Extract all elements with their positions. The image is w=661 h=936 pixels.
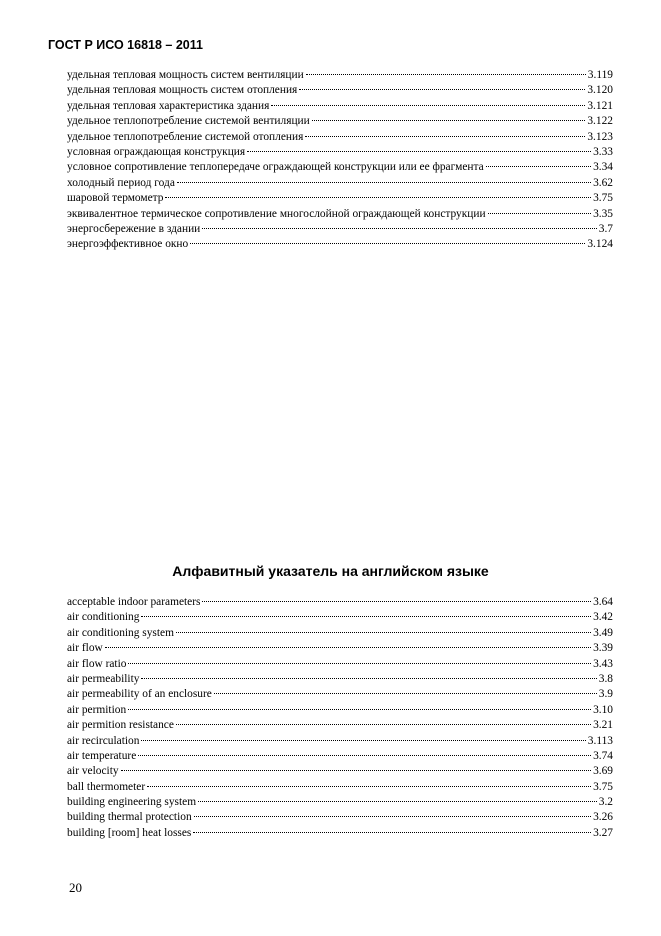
index-reference: 3.7 bbox=[598, 222, 613, 235]
index-reference: 3.62 bbox=[593, 176, 613, 189]
index-term: air permeability of an enclosure bbox=[67, 688, 212, 701]
index-term: удельная тепловая мощность систем отопления bbox=[67, 84, 298, 97]
index-entry bbox=[67, 160, 613, 175]
dot-leader bbox=[299, 89, 585, 90]
dot-leader bbox=[176, 632, 591, 633]
index-reference: 3.43 bbox=[593, 657, 613, 670]
index-entry bbox=[67, 114, 613, 129]
index-entry bbox=[67, 99, 613, 114]
index-reference: 3.124 bbox=[587, 238, 613, 251]
index-entry bbox=[67, 237, 613, 252]
dot-leader bbox=[202, 601, 591, 602]
index-term: building [room] heat losses bbox=[67, 826, 192, 839]
index-reference: 3.75 bbox=[593, 192, 613, 205]
index-entry bbox=[67, 68, 613, 83]
index-reference: 3.33 bbox=[593, 145, 613, 158]
index-reference: 3.27 bbox=[593, 826, 613, 839]
index-term: энергоэффективное окно bbox=[67, 238, 189, 251]
dot-leader bbox=[305, 136, 585, 137]
index-reference: 3.122 bbox=[587, 115, 613, 128]
dot-leader bbox=[176, 724, 591, 725]
index-entry bbox=[67, 826, 613, 841]
index-term: удельная тепловая мощность систем вентиляции bbox=[67, 69, 304, 81]
index-entry bbox=[67, 595, 613, 610]
index-term: air recirculation bbox=[67, 734, 140, 747]
document-code-header: ГОСТ Р ИСО 16818 – 2011 bbox=[48, 38, 203, 52]
dot-leader bbox=[165, 197, 591, 198]
index-term: удельная тепловая характеристика здания bbox=[67, 99, 270, 112]
index-entry bbox=[67, 795, 613, 810]
index-term: air flow bbox=[67, 642, 103, 655]
dot-leader bbox=[128, 709, 591, 710]
index-term: условная ограждающая конструкция bbox=[67, 145, 246, 158]
index-entry bbox=[67, 780, 613, 795]
dot-leader bbox=[105, 647, 591, 648]
index-reference: 3.2 bbox=[598, 796, 613, 809]
index-term: шаровой термометр bbox=[67, 192, 164, 205]
index-entry bbox=[67, 703, 613, 718]
index-reference: 3.49 bbox=[593, 626, 613, 639]
index-entry bbox=[67, 657, 613, 672]
index-reference: 3.10 bbox=[593, 703, 613, 716]
index-reference: 3.119 bbox=[587, 69, 613, 81]
dot-leader bbox=[488, 213, 592, 214]
index-entry bbox=[67, 207, 613, 222]
dot-leader bbox=[312, 120, 586, 121]
index-entry bbox=[67, 176, 613, 191]
index-term: air conditioning bbox=[67, 611, 140, 624]
index-entry bbox=[67, 610, 613, 625]
index-term: building engineering system bbox=[67, 796, 197, 809]
dot-leader bbox=[141, 740, 585, 741]
index-term: air permition resistance bbox=[67, 719, 174, 732]
index-reference: 3.39 bbox=[593, 642, 613, 655]
dot-leader bbox=[198, 801, 597, 802]
index-term: acceptable indoor parameters bbox=[67, 596, 201, 608]
index-reference: 3.35 bbox=[593, 207, 613, 220]
index-reference: 3.74 bbox=[593, 749, 613, 762]
index-term: холодный период года bbox=[67, 176, 175, 189]
dot-leader bbox=[121, 770, 592, 771]
dot-leader bbox=[193, 832, 591, 833]
index-entry bbox=[67, 222, 613, 237]
russian-index-list bbox=[67, 68, 613, 253]
dot-leader bbox=[177, 182, 591, 183]
dot-leader bbox=[138, 755, 591, 756]
index-term: эквивалентное термическое сопротивление многослойной ограждающей конструкции bbox=[67, 207, 486, 220]
index-entry bbox=[67, 687, 613, 702]
index-term: условное сопротивление теплопередаче ограждающей конструкции или ее фрагмента bbox=[67, 161, 484, 174]
index-entry bbox=[67, 749, 613, 764]
index-entry bbox=[67, 145, 613, 160]
index-reference: 3.120 bbox=[587, 84, 613, 97]
index-term: air temperature bbox=[67, 749, 137, 762]
dot-leader bbox=[486, 166, 591, 167]
index-term: air permition bbox=[67, 703, 127, 716]
index-term: air conditioning system bbox=[67, 626, 174, 639]
index-reference: 3.123 bbox=[587, 130, 613, 143]
index-reference: 3.75 bbox=[593, 780, 613, 793]
dot-leader bbox=[147, 786, 591, 787]
dot-leader bbox=[202, 228, 596, 229]
dot-leader bbox=[214, 693, 597, 694]
index-reference: 3.69 bbox=[593, 765, 613, 778]
dot-leader bbox=[306, 74, 586, 75]
index-term: удельное теплопотребление системой вентиляции bbox=[67, 115, 310, 128]
dot-leader bbox=[190, 243, 585, 244]
index-reference: 3.26 bbox=[593, 811, 613, 824]
index-entry bbox=[67, 734, 613, 749]
index-reference: 3.21 bbox=[593, 719, 613, 732]
index-entry bbox=[67, 718, 613, 733]
index-term: ball thermometer bbox=[67, 780, 146, 793]
index-entry bbox=[67, 83, 613, 98]
dot-leader bbox=[141, 678, 596, 679]
index-term: air permeability bbox=[67, 672, 140, 685]
index-reference: 3.113 bbox=[587, 734, 613, 747]
english-index-title: Алфавитный указатель на английском языке bbox=[172, 563, 489, 579]
index-entry bbox=[67, 626, 613, 641]
dot-leader bbox=[271, 105, 585, 106]
dot-leader bbox=[247, 151, 591, 152]
index-term: building thermal protection bbox=[67, 811, 192, 824]
index-entry bbox=[67, 672, 613, 687]
index-entry bbox=[67, 130, 613, 145]
dot-leader bbox=[141, 616, 591, 617]
english-index-list bbox=[67, 595, 613, 841]
dot-leader bbox=[194, 816, 591, 817]
index-entry bbox=[67, 641, 613, 656]
index-term: air flow ratio bbox=[67, 657, 127, 670]
index-entry bbox=[67, 764, 613, 779]
page-number: 20 bbox=[69, 880, 82, 895]
index-reference: 3.34 bbox=[593, 161, 613, 174]
index-reference: 3.8 bbox=[598, 672, 613, 685]
index-reference: 3.9 bbox=[598, 688, 613, 701]
index-reference: 3.42 bbox=[593, 611, 613, 624]
index-term: air velocity bbox=[67, 765, 119, 778]
dot-leader bbox=[128, 663, 591, 664]
index-reference: 3.64 bbox=[593, 596, 613, 608]
index-reference: 3.121 bbox=[587, 99, 613, 112]
index-entry bbox=[67, 191, 613, 206]
index-term: энергосбережение в здании bbox=[67, 222, 201, 235]
index-term: удельное теплопотребление системой отопления bbox=[67, 130, 304, 143]
index-entry bbox=[67, 810, 613, 825]
